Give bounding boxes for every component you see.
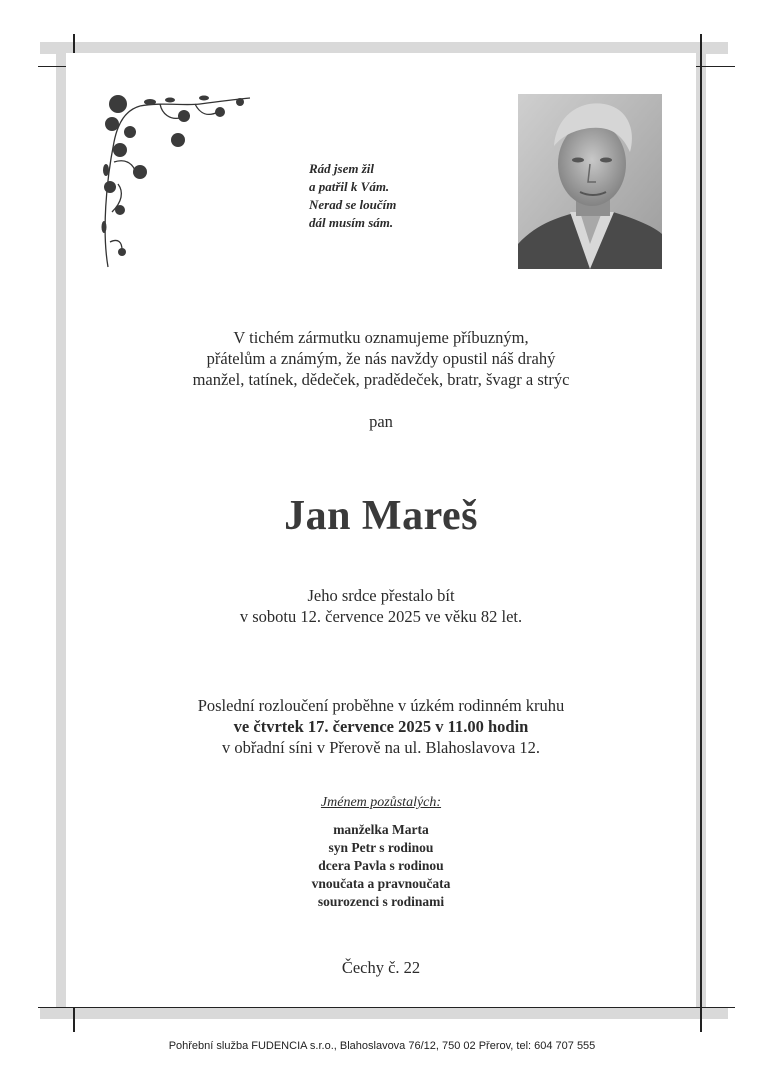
- poem-line: Rád jsem žil: [309, 161, 375, 176]
- mourner-item: sourozenci s rodinami: [317, 894, 445, 909]
- farewell-info: [66, 695, 696, 758]
- mourner-item: dcera Pavla s rodinou: [318, 858, 444, 873]
- death-info-line: v sobotu 12. července 2025 ve věku 82 let.: [239, 607, 523, 626]
- poem-line: a patřil k Vám.: [309, 179, 390, 194]
- farewell-date: ve čtvrtek 17. července 2025 v 11.00 hodin: [233, 717, 529, 736]
- announcement-line: manžel, tatínek, dědeček, pradědeček, bratr, švagr a strýc: [192, 370, 570, 389]
- floral-ornament-icon: [100, 92, 255, 272]
- deceased-name: Jan Mareš: [284, 493, 478, 539]
- mourner-item: vnoučata a pravnoučata: [311, 876, 451, 891]
- portrait-image: [518, 94, 662, 269]
- farewell-line: Poslední rozloučení proběhne v úzkém rodinném kruhu: [197, 696, 565, 715]
- address: Čechy č. 22: [341, 958, 421, 977]
- announcement-line: přátelům a známým, že nás navždy opustil náš drahý: [206, 349, 556, 368]
- death-info-line: Jeho srdce přestalo bít: [307, 586, 455, 605]
- portrait-photo: [518, 94, 662, 269]
- farewell-place: v obřadní síni v Přerově na ul. Blahoslavova 12.: [221, 738, 541, 757]
- frame-line-right: [700, 34, 702, 1032]
- death-info: [66, 585, 696, 627]
- frame-band-bottom: [40, 1007, 728, 1019]
- salutation: pan: [369, 412, 393, 431]
- poem: [309, 160, 469, 232]
- announcement: [66, 327, 696, 390]
- announcement-line: V tichém zármutku oznamujeme příbuzným,: [233, 328, 529, 347]
- mourner-item: syn Petr s rodinou: [328, 840, 434, 855]
- frame-band-left: [56, 42, 66, 1019]
- funeral-service-footer: Pohřební služba FUDENCIA s.r.o., Blahoslavova 76/12, 750 02 Přerov, tel: 604 707 555: [168, 1040, 596, 1052]
- mourners-list: [66, 821, 696, 911]
- poem-line: dál musím sám.: [309, 215, 394, 230]
- frame-line-bottom: [38, 1007, 735, 1008]
- on-behalf-label: Jménem pozůstalých:: [320, 795, 442, 810]
- mourner-item: manželka Marta: [333, 822, 429, 837]
- poem-line: Nerad se loučím: [309, 197, 397, 212]
